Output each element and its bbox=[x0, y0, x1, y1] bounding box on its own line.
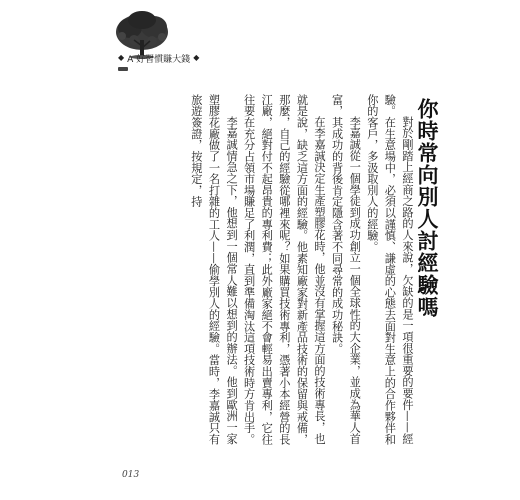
paragraph: 對於剛踏上經商之路的人來說，欠缺的是一項很重要的要件——經驗。在生意場中，必須以謹慎、謙虛的心態去面對生意上的合作夥伴和你的客戶，多汲取別人的經驗。 bbox=[365, 94, 414, 445]
page-number: 013 bbox=[122, 470, 140, 480]
diamond-icon: ◆ bbox=[193, 53, 200, 62]
paragraph: 李嘉誠情急之下，他想到一個常人難以想到的辦法。他到歐洲一家塑膠花廠做了一名打雜的工人——偷學別人的經驗。當時，李嘉誠只有旅遊簽證，按規定，持 bbox=[189, 94, 239, 445]
article-body bbox=[144, 94, 416, 454]
decorative-mark bbox=[118, 67, 128, 71]
paragraph: 李嘉誠從一個學徒到成功創立一個全球性的大企業，並成為華人首富，其成功的背後肯定隱含著不同尋常的成功秘訣。 bbox=[330, 94, 362, 445]
running-head bbox=[118, 51, 199, 65]
paragraph: 在李嘉誠決定生產塑膠花時，他並沒有掌握這方面的技術專長，也就是說，缺乏這方面的經驗。他素知廠家對新產品技術的保留與戒備，那麼，自己的經驗從哪裡來呢？如果購買技術專利，憑著小本經營的長江廠，絕對付不起昂貴的專利費；此外廠家絕不會輕易出賣專利，它往往要在充分占領市場賺足了利潤，直到準備淘汰這項技術時方肯出手。 bbox=[242, 94, 327, 445]
book-title: A 好習慣賺大錢 bbox=[127, 54, 191, 65]
article-title: 你時常向別人討經驗嗎 bbox=[415, 98, 440, 318]
diamond-icon: ◆ bbox=[118, 53, 125, 62]
